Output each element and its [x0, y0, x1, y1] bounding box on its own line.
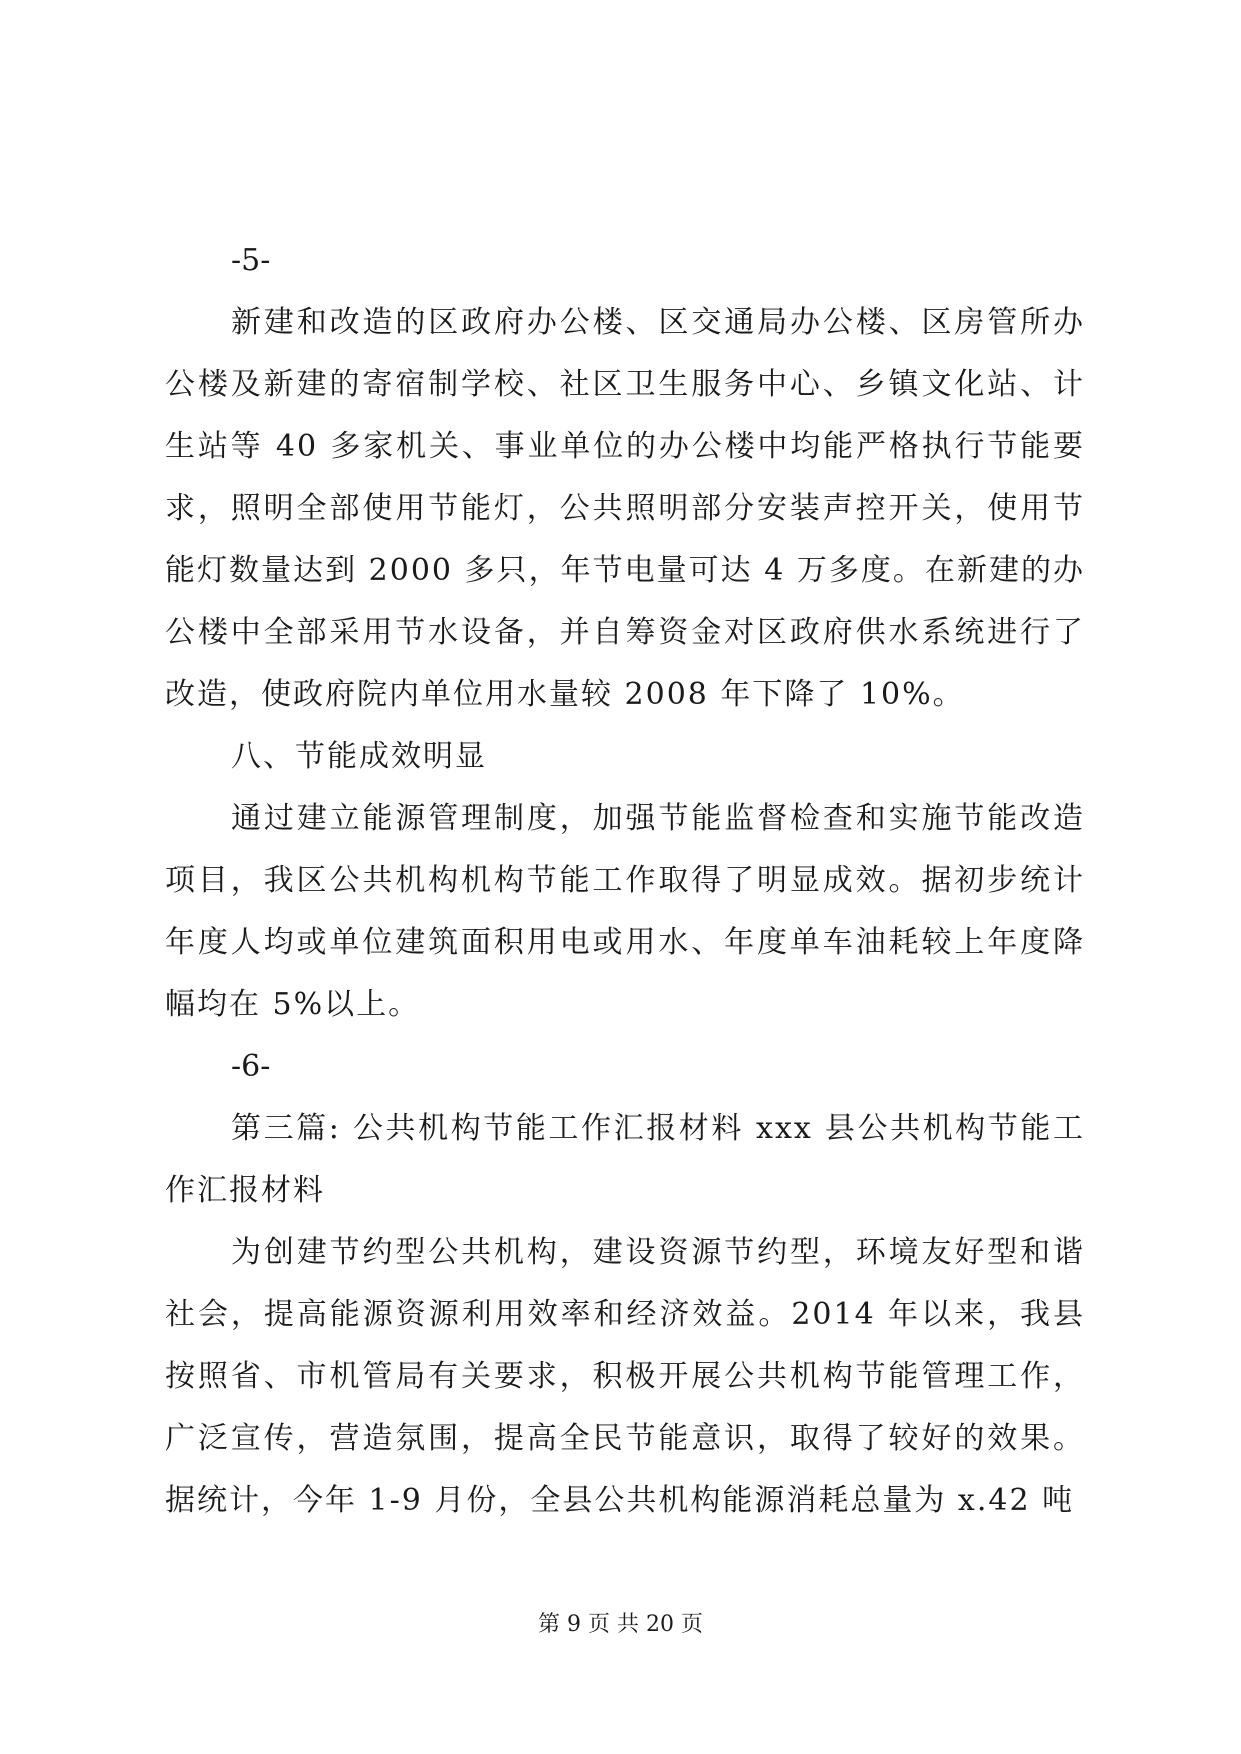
page-footer: 第 9 页 共 20 页	[538, 1612, 703, 1637]
chapter-title-3: 第三篇: 公共机构节能工作汇报材料 xxx 县公共机构节能工作汇报材料	[165, 1111, 1085, 1208]
page-marker-6: -6-	[231, 1049, 271, 1084]
paragraph-office-buildings: 新建和改造的区政府办公楼、区交通局办公楼、区房管所办公楼及新建的寄宿制学校、社区卫生服务中心、乡镇文化站、计生站等 40 多家机关、事业单位的办公楼中均能严格执行节能要求，照明全部使用节能灯，公共照明部分安装声控开关，使用节能灯数量达到 2000 多只，年节电量可达 4 万多度。在新建的办公楼中全部采用节水设备，并自筹资金对区政府供水系统进行了改造，使政府院内单位用水量较 2008 年下降了 10%。	[165, 305, 1085, 712]
document-body	[165, 230, 1085, 1532]
paragraph-results: 通过建立能源管理制度，加强节能监督检查和实施节能改造项目，我区公共机构机构节能工作取得了明显成效。据初步统计年度人均或单位建筑面积用电或用水、年度单车油耗较上年度降幅均在 5%以上。	[165, 801, 1085, 1022]
page-marker-5: -5-	[231, 243, 271, 278]
section-heading-8: 八、节能成效明显	[231, 739, 487, 774]
paragraph-intro: 为创建节约型公共机构，建设资源节约型，环境友好型和谐社会，提高能源资源利用效率和经济效益。2014 年以来，我县按照省、市机管局有关要求，积极开展公共机构节能管理工作，广泛宣传，营造氛围，提高全民节能意识，取得了较好的效果。据统计，今年 1-9 月份，全县公共机构能源消耗总量为 x.42 吨	[165, 1235, 1085, 1518]
